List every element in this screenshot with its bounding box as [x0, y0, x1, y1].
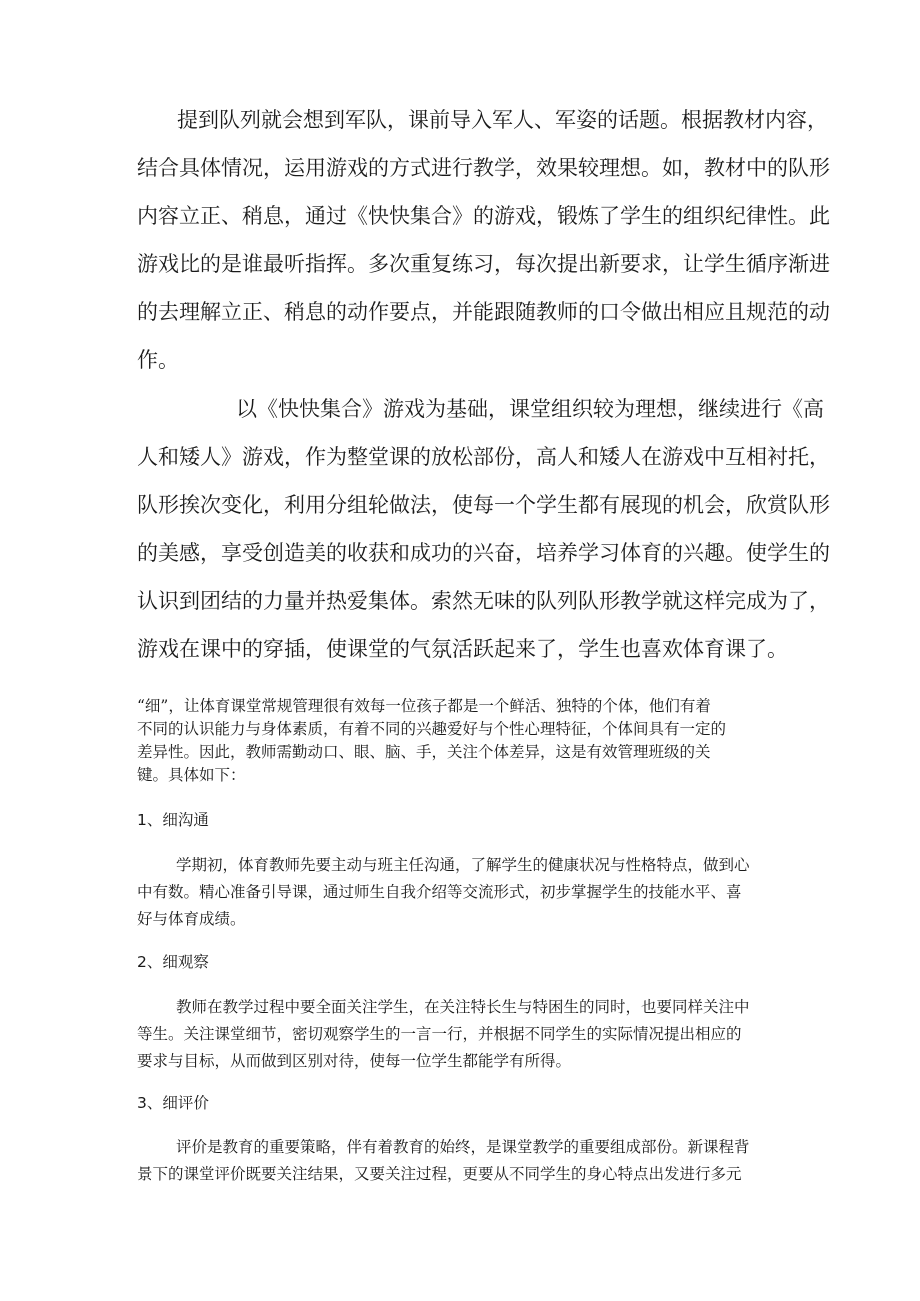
paragraph-line: 提到队列就会想到军队，课前导入军人、军姿的话题。根据教材内容，: [177, 108, 828, 132]
paragraph-line: 结合具体情况，运用游戏的方式进行教学，效果较理想。如，教材中的队形: [137, 156, 830, 180]
paragraph-line: 认识到团结的力量并热爱集体。索然无味的队列队形教学就这样完成为了，: [137, 589, 830, 613]
paragraph-line: 等生。关注课堂细节，密切观察学生的一言一行，并根据不同学生的实际情况提出相应的: [137, 1025, 742, 1043]
paragraph-line: 的去理解立正、稍息的动作要点，并能跟随教师的口令做出相应且规范的动: [137, 300, 830, 324]
paragraph-line: 队形挨次变化，利用分组轮做法，使每一个学生都有展现的机会，欣赏队形: [137, 493, 830, 517]
paragraph-line: 评价是教育的重要策略，伴有着教育的始终，是课堂教学的重要组成部份。新课程背: [176, 1138, 750, 1156]
paragraph-line: 键。具体如下：: [137, 766, 246, 784]
paragraph-line: 学期初，体育教师先要主动与班主任沟通，了解学生的健康状况与性格特点，做到心: [176, 856, 750, 874]
section-heading: 3、细评价: [137, 1094, 209, 1112]
paragraph-line: 游戏在课中的穿插，使课堂的气氛活跃起来了，学生也喜欢体育课了。: [137, 637, 788, 661]
paragraph-line: 游戏比的是谁最听指挥。多次重复练习，每次提出新要求，让学生循序渐进: [137, 252, 830, 276]
section-heading: 1、细沟通: [137, 811, 209, 829]
paragraph-line: 以《快快集合》游戏为基础，课堂组织较为理想，继续进行《高: [236, 397, 824, 421]
section-heading: 2、细观察: [137, 953, 209, 971]
paragraph-line: 不同的认识能力与身体素质，有着不同的兴趣爱好与个性心理特征，个体间具有一定的: [137, 720, 727, 738]
paragraph-line: 好与体育成绩。: [137, 910, 246, 928]
paragraph-line: 中有数。精心准备引导课，通过师生自我介绍等交流形式，初步掌握学生的技能水平、喜: [137, 883, 742, 901]
paragraph-line: 的美感，享受创造美的收获和成功的兴奋，培养学习体育的兴趣。使学生的: [137, 541, 830, 565]
paragraph-line: 教师在教学过程中要全面关注学生，在关注特长生与特困生的同时，也要同样关注中: [176, 998, 750, 1016]
paragraph-line: “细”，让体育课堂常规管理很有效每一位孩子都是一个鲜活、独特的个体，他们有着: [137, 697, 711, 715]
paragraph-line: 差异性。因此，教师需勤动口、眼、脑、手，关注个体差异，这是有效管理班级的关: [137, 743, 711, 761]
paragraph-line: 景下的课堂评价既要关注结果，又要关注过程，更要从不同学生的身心特点出发进行多元: [137, 1165, 742, 1183]
paragraph-line: 作。: [137, 348, 179, 372]
paragraph-line: 人和矮人》游戏，作为整堂课的放松部份，高人和矮人在游戏中互相衬托，: [137, 445, 830, 469]
paragraph-line: 内容立正、稍息，通过《快快集合》的游戏，锻炼了学生的组织纪律性。此: [137, 204, 830, 228]
paragraph-line: 要求与目标，从而做到区别对待，使每一位学生都能学有所得。: [137, 1052, 572, 1070]
